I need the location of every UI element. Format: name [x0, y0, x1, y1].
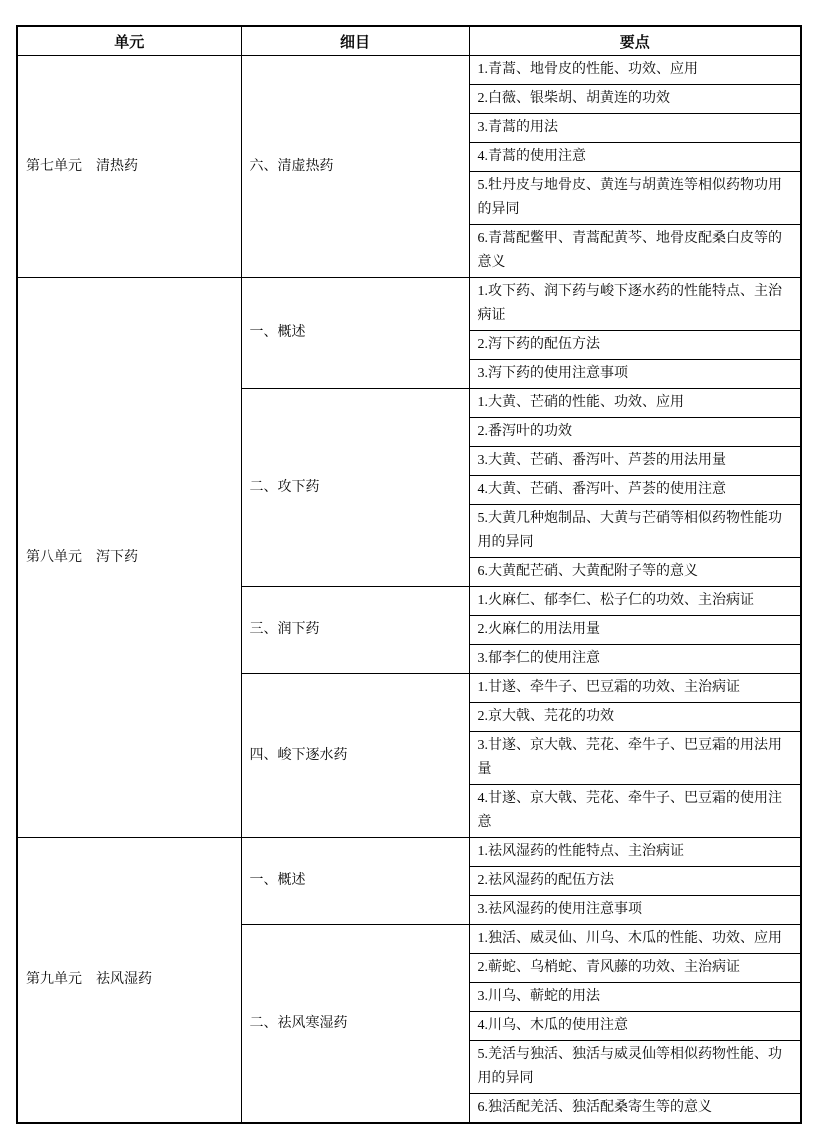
point-cell: 4.大黄、芒硝、番泻叶、芦荟的使用注意 — [469, 476, 801, 505]
point-cell: 3.甘遂、京大戟、芫花、牵牛子、巴豆霜的用法用量 — [469, 732, 801, 785]
table-header — [17, 26, 801, 56]
point-cell: 2.蕲蛇、乌梢蛇、青风藤的功效、主治病证 — [469, 954, 801, 983]
unit-cell: 第九单元 祛风湿药 — [17, 838, 241, 1124]
table-row — [17, 278, 801, 331]
point-cell: 2.白薇、银柴胡、胡黄连的功效 — [469, 85, 801, 114]
point-cell: 3.川乌、蕲蛇的用法 — [469, 983, 801, 1012]
header-point: 要点 — [469, 26, 801, 56]
point-cell: 3.郁李仁的使用注意 — [469, 645, 801, 674]
point-cell: 3.泻下药的使用注意事项 — [469, 360, 801, 389]
syllabus-table — [16, 25, 802, 1124]
point-cell: 1.祛风湿药的性能特点、主治病证 — [469, 838, 801, 867]
document-page — [0, 25, 816, 1147]
point-cell: 1.大黄、芒硝的性能、功效、应用 — [469, 389, 801, 418]
point-cell: 1.甘遂、牵牛子、巴豆霜的功效、主治病证 — [469, 674, 801, 703]
unit-cell: 第八单元 泻下药 — [17, 278, 241, 838]
table-row — [17, 838, 801, 867]
point-cell: 2.京大戟、芫花的功效 — [469, 703, 801, 732]
point-cell: 6.独活配羌活、独活配桑寄生等的意义 — [469, 1094, 801, 1124]
header-unit: 单元 — [17, 26, 241, 56]
point-cell: 4.甘遂、京大戟、芫花、牵牛子、巴豆霜的使用注意 — [469, 785, 801, 838]
table-row — [17, 56, 801, 85]
point-cell: 2.番泻叶的功效 — [469, 418, 801, 447]
point-cell: 1.青蒿、地骨皮的性能、功效、应用 — [469, 56, 801, 85]
item-cell: 三、润下药 — [241, 587, 469, 674]
point-cell: 3.大黄、芒硝、番泻叶、芦荟的用法用量 — [469, 447, 801, 476]
item-cell: 一、概述 — [241, 838, 469, 925]
item-cell: 四、峻下逐水药 — [241, 674, 469, 838]
point-cell: 1.独活、威灵仙、川乌、木瓜的性能、功效、应用 — [469, 925, 801, 954]
item-cell: 一、概述 — [241, 278, 469, 389]
point-cell: 2.祛风湿药的配伍方法 — [469, 867, 801, 896]
unit-cell: 第七单元 清热药 — [17, 56, 241, 278]
point-cell: 1.攻下药、润下药与峻下逐水药的性能特点、主治病证 — [469, 278, 801, 331]
point-cell: 5.牡丹皮与地骨皮、黄连与胡黄连等相似药物功用的异同 — [469, 172, 801, 225]
point-cell: 5.大黄几种炮制品、大黄与芒硝等相似药物性能功用的异同 — [469, 505, 801, 558]
item-cell: 二、祛风寒湿药 — [241, 925, 469, 1124]
table-body — [17, 56, 801, 1124]
point-cell: 2.火麻仁的用法用量 — [469, 616, 801, 645]
point-cell: 4.川乌、木瓜的使用注意 — [469, 1012, 801, 1041]
item-cell: 二、攻下药 — [241, 389, 469, 587]
item-cell: 六、清虚热药 — [241, 56, 469, 278]
point-cell: 6.青蒿配鳖甲、青蒿配黄芩、地骨皮配桑白皮等的意义 — [469, 225, 801, 278]
header-item: 细目 — [241, 26, 469, 56]
point-cell: 3.祛风湿药的使用注意事项 — [469, 896, 801, 925]
point-cell: 3.青蒿的用法 — [469, 114, 801, 143]
point-cell: 1.火麻仁、郁李仁、松子仁的功效、主治病证 — [469, 587, 801, 616]
point-cell: 4.青蒿的使用注意 — [469, 143, 801, 172]
point-cell: 5.羌活与独活、独活与威灵仙等相似药物性能、功用的异同 — [469, 1041, 801, 1094]
header-row — [17, 26, 801, 56]
point-cell: 2.泻下药的配伍方法 — [469, 331, 801, 360]
point-cell: 6.大黄配芒硝、大黄配附子等的意义 — [469, 558, 801, 587]
